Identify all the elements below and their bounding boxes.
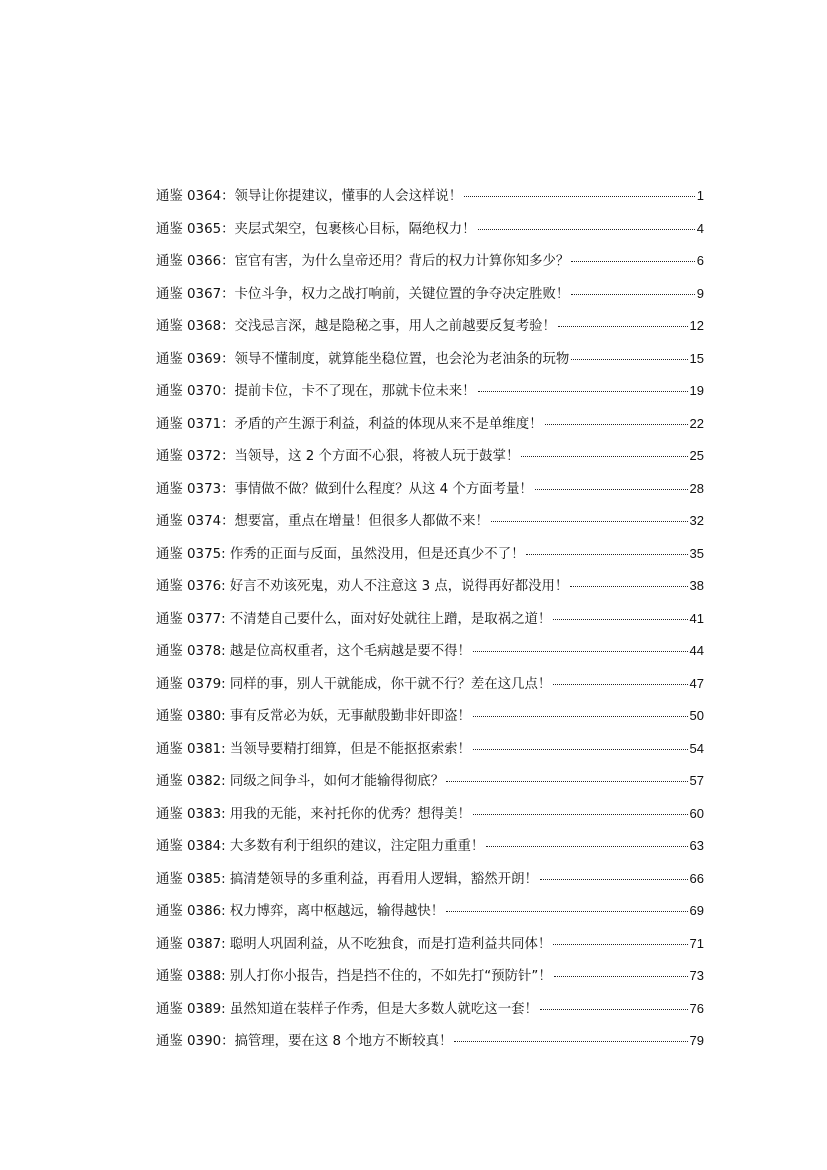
toc-dot-leader <box>486 846 687 847</box>
toc-entry[interactable] <box>156 219 704 252</box>
toc-page-number[interactable]: 69 <box>689 903 704 918</box>
toc-page-number[interactable]: 76 <box>689 1000 704 1016</box>
toc-dot-leader <box>571 359 687 360</box>
toc-dot-leader <box>571 294 694 295</box>
toc-page-number[interactable]: 41 <box>689 610 704 626</box>
toc-entry-title[interactable]: 通鉴 0384: 大多数有利于组织的建议，注定阻力重重！ <box>156 839 485 854</box>
toc-entry-title[interactable]: 通鉴 0376: 好言不劝该死鬼，劝人不注意这 3 点，说得再好都没用！ <box>156 579 569 594</box>
toc-entry[interactable] <box>156 609 704 642</box>
toc-dot-leader <box>526 554 687 555</box>
toc-entry[interactable] <box>156 771 704 804</box>
toc-dot-leader <box>553 619 687 620</box>
toc-entry[interactable] <box>156 804 704 837</box>
toc-entry-title[interactable]: 通鉴 0370：提前卡位，卡不了现在，那就卡位未来！ <box>156 384 476 399</box>
toc-entry-title[interactable]: 通鉴 0385: 搞清楚领导的多重利益，再看用人逻辑，豁然开朗！ <box>156 871 538 887</box>
toc-entry[interactable] <box>156 869 704 902</box>
toc-dot-leader <box>554 976 688 977</box>
toc-entry-title[interactable]: 通鉴 0379: 同样的事，别人干就能成，你干就不行？差在这几点！ <box>156 676 552 692</box>
toc-entry[interactable] <box>156 641 704 674</box>
toc-entry[interactable] <box>156 349 704 382</box>
table-of-contents <box>156 186 704 1064</box>
toc-page-number[interactable]: 73 <box>689 968 704 983</box>
toc-dot-leader <box>545 424 688 425</box>
toc-dot-leader <box>473 814 688 815</box>
toc-entry[interactable] <box>156 674 704 707</box>
toc-entry-title[interactable]: 通鉴 0365：夹层式架空，包裹核心目标，隔绝权力！ <box>156 221 476 237</box>
toc-entry[interactable] <box>156 186 704 219</box>
toc-page-number[interactable]: 63 <box>689 838 704 853</box>
toc-dot-leader <box>553 684 687 685</box>
toc-entry-title[interactable]: 通鉴 0380: 事有反常必为妖，无事献殷勤非奸即盗！ <box>156 709 471 724</box>
toc-entry-title[interactable]: 通鉴 0371：矛盾的产生源于利益，利益的体现从来不是单维度！ <box>156 416 543 432</box>
toc-page-number[interactable]: 47 <box>689 675 704 691</box>
toc-dot-leader <box>454 1041 687 1042</box>
toc-entry[interactable] <box>156 381 704 414</box>
toc-entry[interactable] <box>156 706 704 739</box>
toc-entry-title[interactable]: 通鉴 0366：宦官有害，为什么皇帝还用？背后的权力计算你知多少？ <box>156 254 570 269</box>
toc-page-number[interactable]: 71 <box>689 935 704 951</box>
toc-dot-leader <box>464 196 695 197</box>
toc-page-number[interactable]: 50 <box>689 708 704 723</box>
toc-entry[interactable] <box>156 479 704 512</box>
toc-dot-leader <box>446 911 687 912</box>
toc-entry-title[interactable]: 通鉴 0369：领导不懂制度，就算能坐稳位置，也会沦为老油条的玩物 <box>156 351 570 367</box>
toc-dot-leader <box>478 391 688 392</box>
toc-page-number[interactable]: 4 <box>696 220 704 236</box>
toc-dot-leader <box>473 651 688 652</box>
toc-entry[interactable] <box>156 446 704 479</box>
toc-page-number[interactable]: 6 <box>696 253 704 268</box>
toc-entry-title[interactable]: 通鉴 0364：领导让你提建议，懂事的人会这样说！ <box>156 189 463 204</box>
toc-dot-leader <box>491 521 688 522</box>
toc-entry-title[interactable]: 通鉴 0387: 聪明人巩固利益，从不吃独食，而是打造利益共同体！ <box>156 936 552 952</box>
toc-dot-leader <box>540 879 688 880</box>
toc-entry[interactable] <box>156 901 704 934</box>
toc-entry-title[interactable]: 通鉴 0386: 权力博弈，离中枢越远，输得越快！ <box>156 904 445 919</box>
toc-dot-leader <box>571 261 694 262</box>
toc-entry[interactable] <box>156 966 704 999</box>
toc-entry-title[interactable]: 通鉴 0381: 当领导要精打细算，但是不能抠抠索索！ <box>156 741 471 757</box>
toc-entry-title[interactable]: 通鉴 0389: 虽然知道在装样子作秀，但是大多数人就吃这一套！ <box>156 1001 538 1017</box>
toc-entry[interactable] <box>156 251 704 284</box>
toc-entry[interactable] <box>156 414 704 447</box>
toc-entry[interactable] <box>156 836 704 869</box>
toc-entry[interactable] <box>156 511 704 544</box>
toc-dot-leader <box>553 944 687 945</box>
toc-entry[interactable] <box>156 934 704 967</box>
toc-page-number[interactable]: 1 <box>696 188 704 203</box>
toc-entry-title[interactable]: 通鉴 0377: 不清楚自己要什么，面对好处就往上蹭，是取祸之道！ <box>156 611 552 627</box>
toc-page-number[interactable]: 60 <box>689 805 704 821</box>
toc-page-number[interactable]: 19 <box>689 383 704 398</box>
toc-entry[interactable] <box>156 284 704 317</box>
toc-page-number[interactable]: 44 <box>689 643 704 658</box>
toc-page-number[interactable]: 9 <box>696 285 704 301</box>
toc-entry[interactable] <box>156 544 704 577</box>
toc-dot-leader <box>473 749 688 750</box>
toc-dot-leader <box>540 1009 688 1010</box>
toc-page-number[interactable]: 12 <box>689 318 704 333</box>
toc-page-number[interactable]: 25 <box>689 448 704 463</box>
toc-dot-leader <box>446 781 687 782</box>
toc-page-number[interactable]: 54 <box>689 740 704 756</box>
toc-page-number[interactable]: 22 <box>689 415 704 431</box>
toc-dot-leader <box>570 586 687 587</box>
toc-entry[interactable] <box>156 739 704 772</box>
toc-page-number[interactable]: 38 <box>689 578 704 593</box>
toc-entry[interactable] <box>156 316 704 349</box>
toc-entry-title[interactable]: 通鉴 0374：想要富，重点在增量！但很多人都做不来！ <box>156 514 489 529</box>
toc-page-number[interactable]: 35 <box>689 545 704 561</box>
toc-entry-title[interactable]: 通鉴 0368：交浅忌言深，越是隐秘之事，用人之前越要反复考验！ <box>156 319 556 334</box>
toc-entry[interactable] <box>156 576 704 609</box>
toc-dot-leader <box>478 229 695 230</box>
toc-page-number[interactable]: 79 <box>689 1033 704 1048</box>
toc-page-number[interactable]: 66 <box>689 870 704 886</box>
toc-dot-leader <box>521 456 687 457</box>
toc-dot-leader <box>473 716 688 717</box>
toc-entry-title[interactable]: 通鉴 0372：当领导，这 2 个方面不心狠，将被人玩于鼓掌！ <box>156 449 520 464</box>
toc-entry[interactable] <box>156 1031 704 1064</box>
toc-entry[interactable] <box>156 999 704 1032</box>
toc-dot-leader <box>535 489 688 490</box>
toc-entry-title[interactable]: 通鉴 0388: 别人打你小报告，挡是挡不住的，不如先打“预防针”！ <box>156 969 552 984</box>
toc-entry-title[interactable]: 通鉴 0375: 作秀的正面与反面，虽然没用，但是还真少不了！ <box>156 546 525 562</box>
toc-page-number[interactable]: 32 <box>689 513 704 528</box>
toc-dot-leader <box>558 326 688 327</box>
toc-entry-title[interactable]: 通鉴 0383: 用我的无能，来衬托你的优秀？想得美！ <box>156 806 471 822</box>
toc-page-number[interactable]: 15 <box>689 350 704 366</box>
toc-entry-title[interactable]: 通鉴 0367：卡位斗争，权力之战打响前，关键位置的争夺决定胜败！ <box>156 286 570 302</box>
toc-page-number[interactable]: 57 <box>689 773 704 788</box>
toc-entry-title[interactable]: 通鉴 0390：搞管理，要在这 8 个地方不断较真！ <box>156 1034 453 1049</box>
toc-page-number[interactable]: 28 <box>689 480 704 496</box>
toc-entry-title[interactable]: 通鉴 0373：事情做不做？做到什么程度？从这 4 个方面考量！ <box>156 481 533 497</box>
toc-entry-title[interactable]: 通鉴 0378: 越是位高权重者，这个毛病越是要不得！ <box>156 644 471 659</box>
toc-entry-title[interactable]: 通鉴 0382: 同级之间争斗，如何才能输得彻底？ <box>156 774 445 789</box>
